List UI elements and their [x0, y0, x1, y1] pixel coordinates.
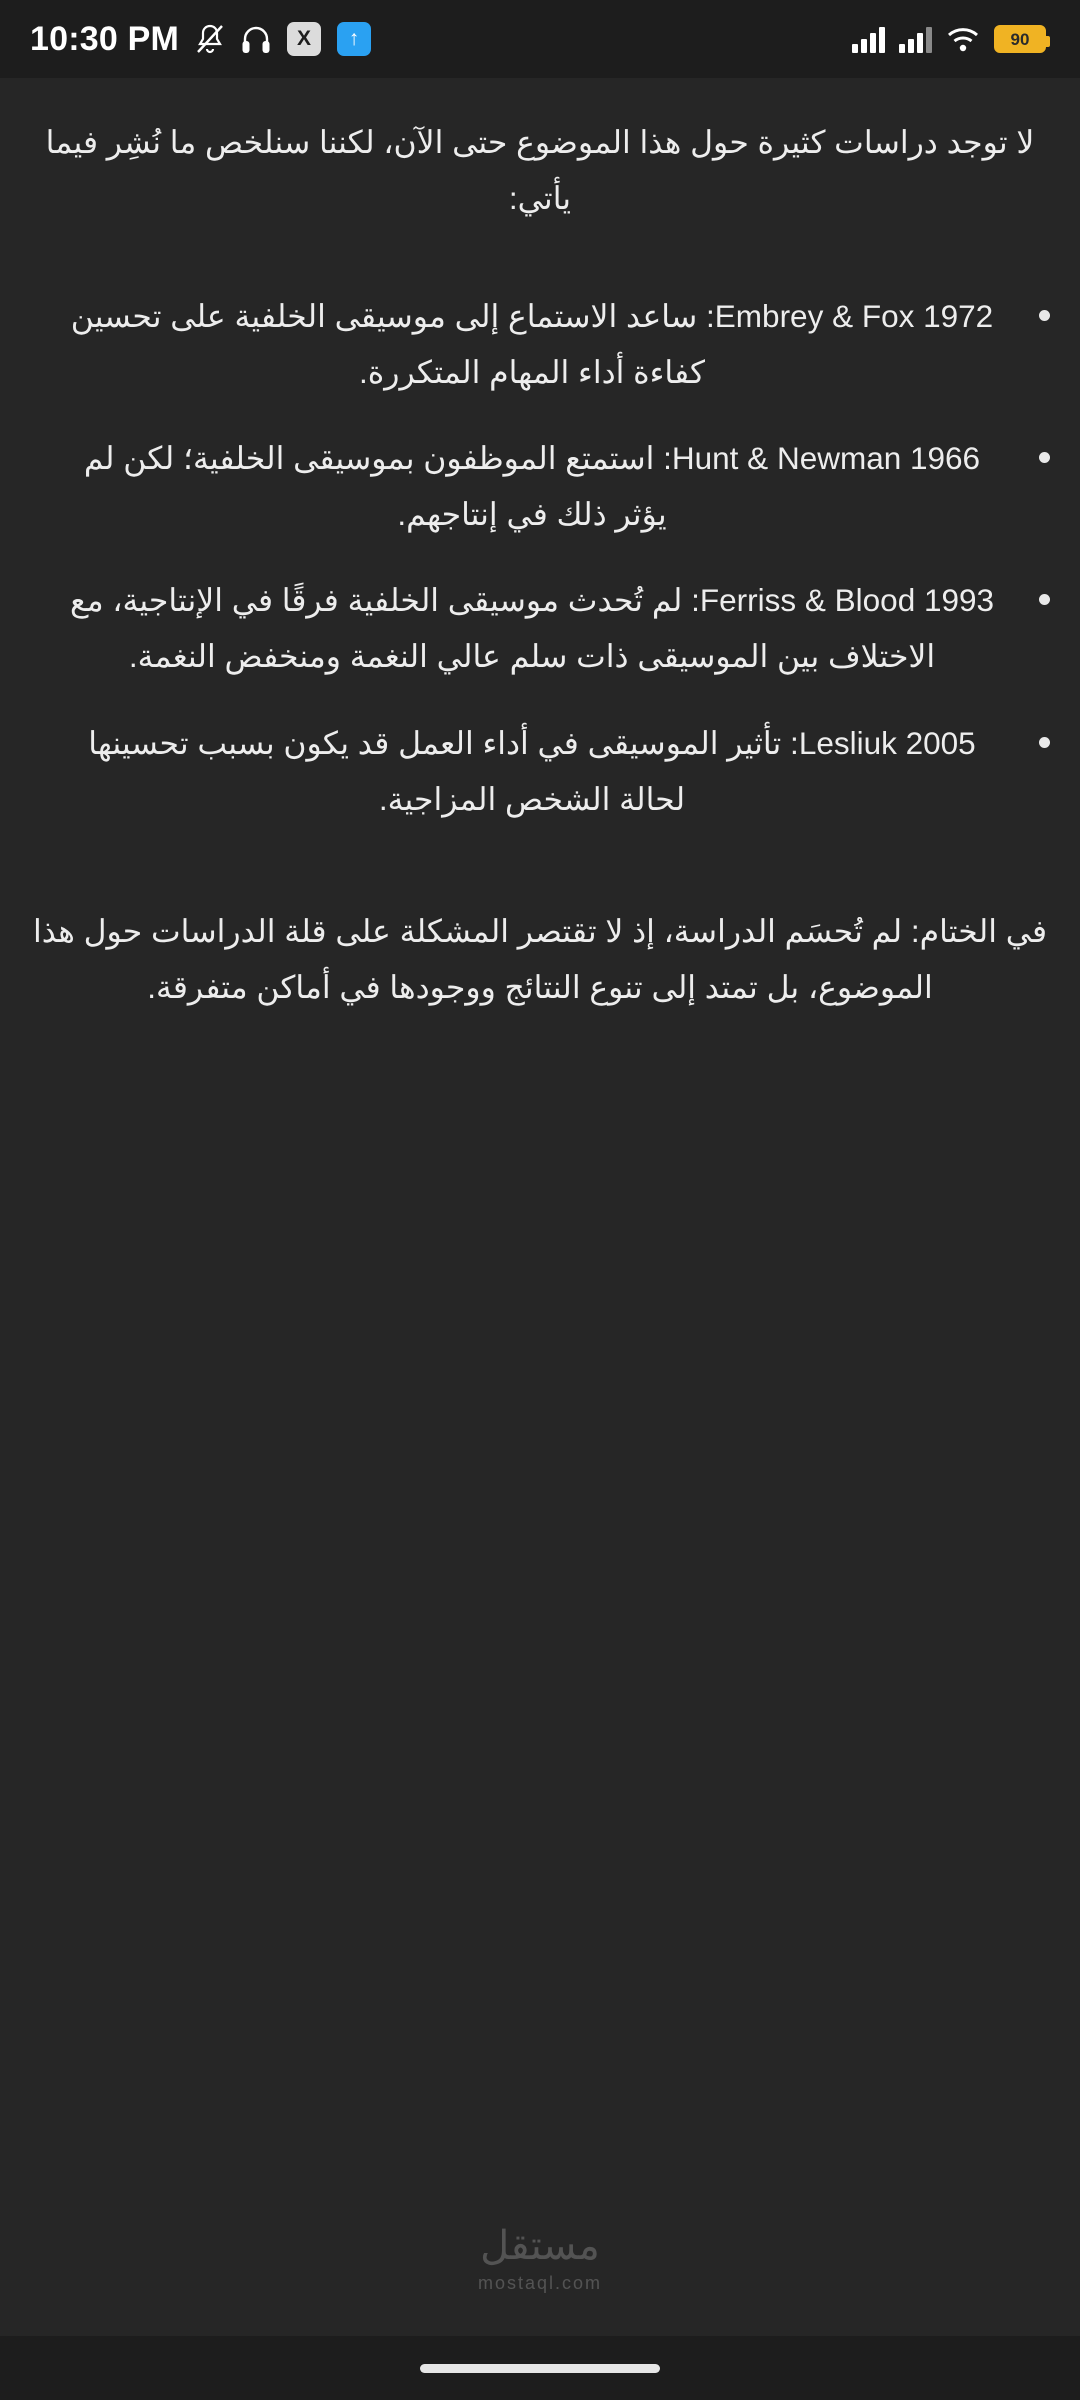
list-item-text: Hunt & Newman 1966: استمتع الموظفون بموسيقى الخلفية؛ لكن لم يؤثر ذلك في إنتاجهم. [83, 440, 981, 533]
headphone-icon [241, 23, 271, 55]
list-item [30, 430, 1050, 542]
list-item [30, 572, 1050, 684]
watermark-url: mostaql.com [477, 2273, 603, 2293]
bullet-dot-icon [1039, 737, 1050, 748]
watermark-wordmark: مستقل [480, 2224, 600, 2268]
intro-paragraph: لا توجد دراسات كثيرة حول هذا الموضوع حتى الآن، لكننا سنلخص ما نُشِر فيما يأتي: [45, 124, 1035, 217]
bullet-dot-icon [1039, 594, 1050, 605]
list-item-text: Lesliuk 2005: تأثير الموسيقى في أداء العمل قد يكون بسبب تحسينها لحالة الشخص المزاجية. [88, 724, 976, 817]
wifi-icon [946, 25, 980, 53]
status-clock: 10:30 PM [30, 19, 180, 58]
status-bar [0, 0, 1080, 78]
spacer [30, 857, 1050, 903]
studies-list [30, 288, 1050, 827]
spacer [30, 226, 1050, 288]
x-app-icon: X [287, 22, 321, 56]
status-bar-left [30, 20, 371, 59]
system-navigation-bar [0, 2336, 1080, 2400]
battery-percent-label: 90 [1010, 29, 1030, 49]
conclusion-paragraph: في الختام: لم تُحسَم الدراسة، إذ لا تقتصر المشكلة على قلة الدراسات حول هذا الموضوع، بل تمتد إلى تنوع النتائج ووجودها في أماكن متفرقة. [32, 912, 1048, 1005]
bell-muted-icon [195, 22, 225, 56]
upload-arrow-icon: ↑ [337, 22, 371, 56]
signal-strength-icon-1 [852, 25, 885, 53]
battery-icon [994, 25, 1046, 53]
list-item-text: Ferriss & Blood 1993: لم تُحدث موسيقى الخلفية فرقًا في الإنتاجية، مع الاختلاف بين الموسيقى ذات سلم عالي النغمة ومنخفض النغمة. [69, 582, 995, 675]
list-item [30, 288, 1050, 400]
list-item [30, 715, 1050, 827]
bullet-dot-icon [1039, 310, 1050, 321]
bullet-dot-icon [1039, 452, 1050, 463]
document-body [0, 78, 1080, 1015]
home-indicator[interactable] [420, 2364, 660, 2373]
signal-strength-icon-2 [899, 25, 932, 53]
list-item-text: Embrey & Fox 1972: ساعد الاستماع إلى موسيقى الخلفية على تحسين كفاءة أداء المهام المتكررة. [70, 298, 994, 391]
watermark [0, 2223, 1080, 2294]
status-bar-right [852, 25, 1046, 53]
